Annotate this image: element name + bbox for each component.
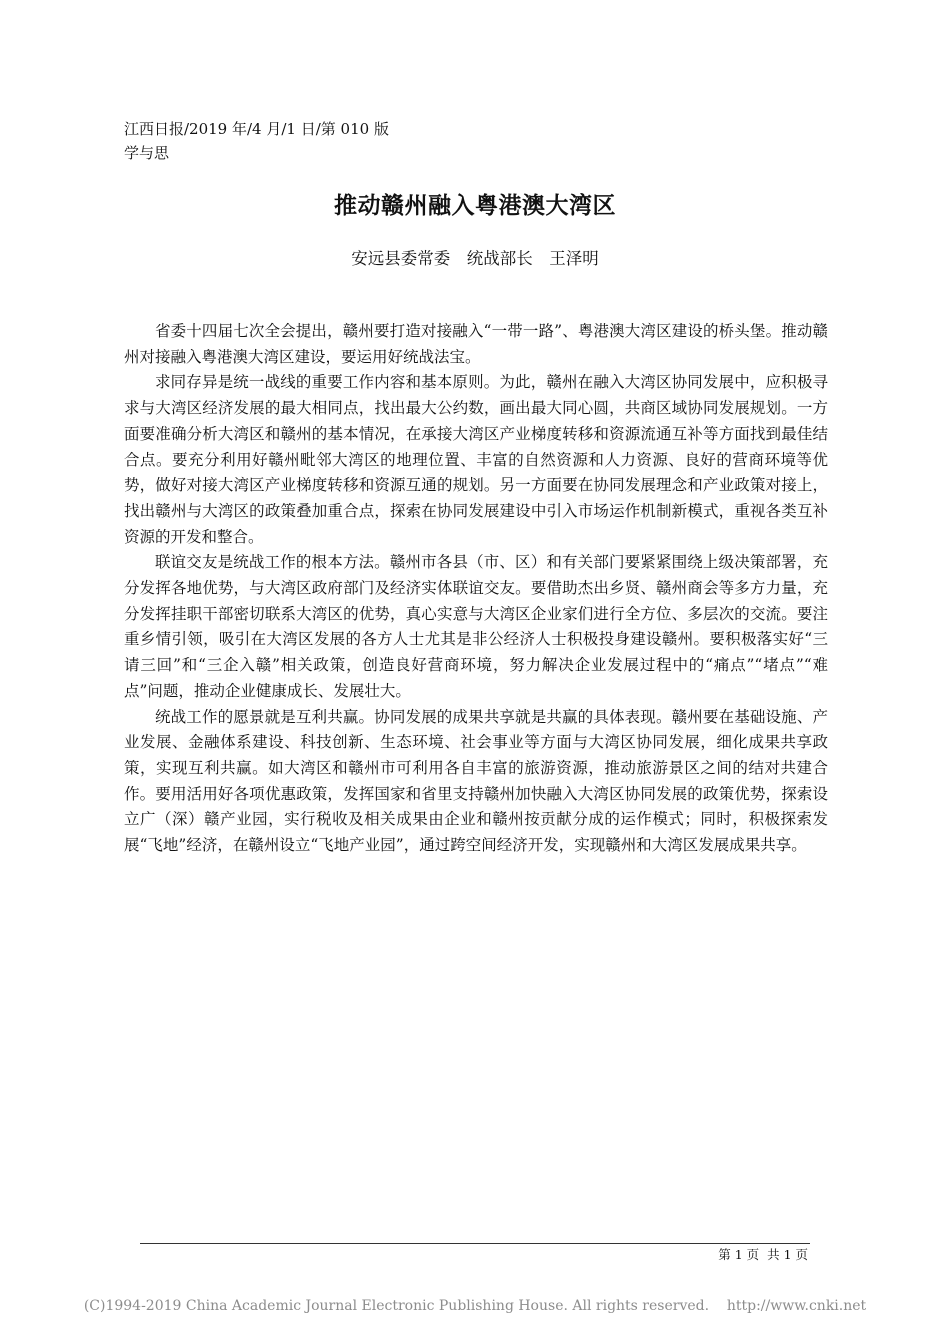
article-title: 推动赣州融入粤港澳大湾区 xyxy=(334,192,616,219)
author-line: 安远县委常委 统战部长 王泽明 xyxy=(351,249,599,268)
source-header xyxy=(124,117,389,165)
paragraph: 省委十四届七次全会提出，赣州要打造对接融入“一带一路”、粤港澳大湾区建设的桥头堡。推动赣州对接融入粤港澳大湾区建设，要运用好统战法宝。 xyxy=(124,322,828,366)
column-name: 学与思 xyxy=(124,144,170,162)
article-body xyxy=(124,319,828,859)
paragraph: 求同存异是统一战线的重要工作内容和基本原则。为此，赣州在融入大湾区协同发展中，应积极寻求与大湾区经济发展的最大相同点，找出最大公约数，画出最大同心圆，共商区域协同发展规划。一方面要准确分析大湾区和赣州的基本情况，在承接大湾区产业梯度转移和资源流通互补等方面找到最佳结合点。要充分利用好赣州毗邻大湾区的地理位置、丰富的自然资源和人力资源、良好的营商环境等优势，做好对接大湾区产业梯度转移和资源互通的规划。另一方面要在协同发展理念和产业政策对接上，找出赣州与大湾区的政策叠加重合点，探索在协同发展建设中引入市场运作机制新模式，重视各类互补资源的开发和整合。 xyxy=(124,373,828,546)
footer-divider xyxy=(140,1243,810,1244)
copyright-watermark: (C)1994-2019 China Academic Journal Electronic Publishing House. All rights reserved. http://www.cnki.net xyxy=(83,1298,867,1314)
page-number: 第 1 页 共 1 页 xyxy=(718,1247,808,1262)
publication-source-line: 江西日报/2019 年/4 月/1 日/第 010 版 xyxy=(124,120,389,138)
paragraph: 统战工作的愿景就是互利共赢。协同发展的成果共享就是共赢的具体表现。赣州要在基础设施、产业发展、金融体系建设、科技创新、生态环境、社会事业等方面与大湾区协同发展，细化成果共享政策，实现互利共赢。如大湾区和赣州市可利用各自丰富的旅游资源，推动旅游景区之间的结对共建合作。要用活用好各项优惠政策，发挥国家和省里支持赣州加快融入大湾区协同发展的政策优势，探索设立广（深）赣产业园，实行税收及相关成果由企业和赣州按贡献分成的运作模式；同时，积极探索发展“飞地”经济，在赣州设立“飞地产业园”，通过跨空间经济开发，实现赣州和大湾区发展成果共享。 xyxy=(124,707,828,855)
paragraph: 联谊交友是统战工作的根本方法。赣州市各县（市、区）和有关部门要紧紧围绕上级决策部署，充分发挥各地优势，与大湾区政府部门及经济实体联谊交友。要借助杰出乡贤、赣州商会等多方力量，充分发挥挂职干部密切联系大湾区的优势，真心实意与大湾区企业家们进行全方位、多层次的交流。要注重乡情引领，吸引在大湾区发展的各方人士尤其是非公经济人士积极投身建设赣州。要积极落实好“三请三回”和“三企入赣”相关政策，创造良好营商环境，努力解决企业发展过程中的“痛点”“堵点”“难点”问题，推动企业健康成长、发展壮大。 xyxy=(124,553,828,700)
